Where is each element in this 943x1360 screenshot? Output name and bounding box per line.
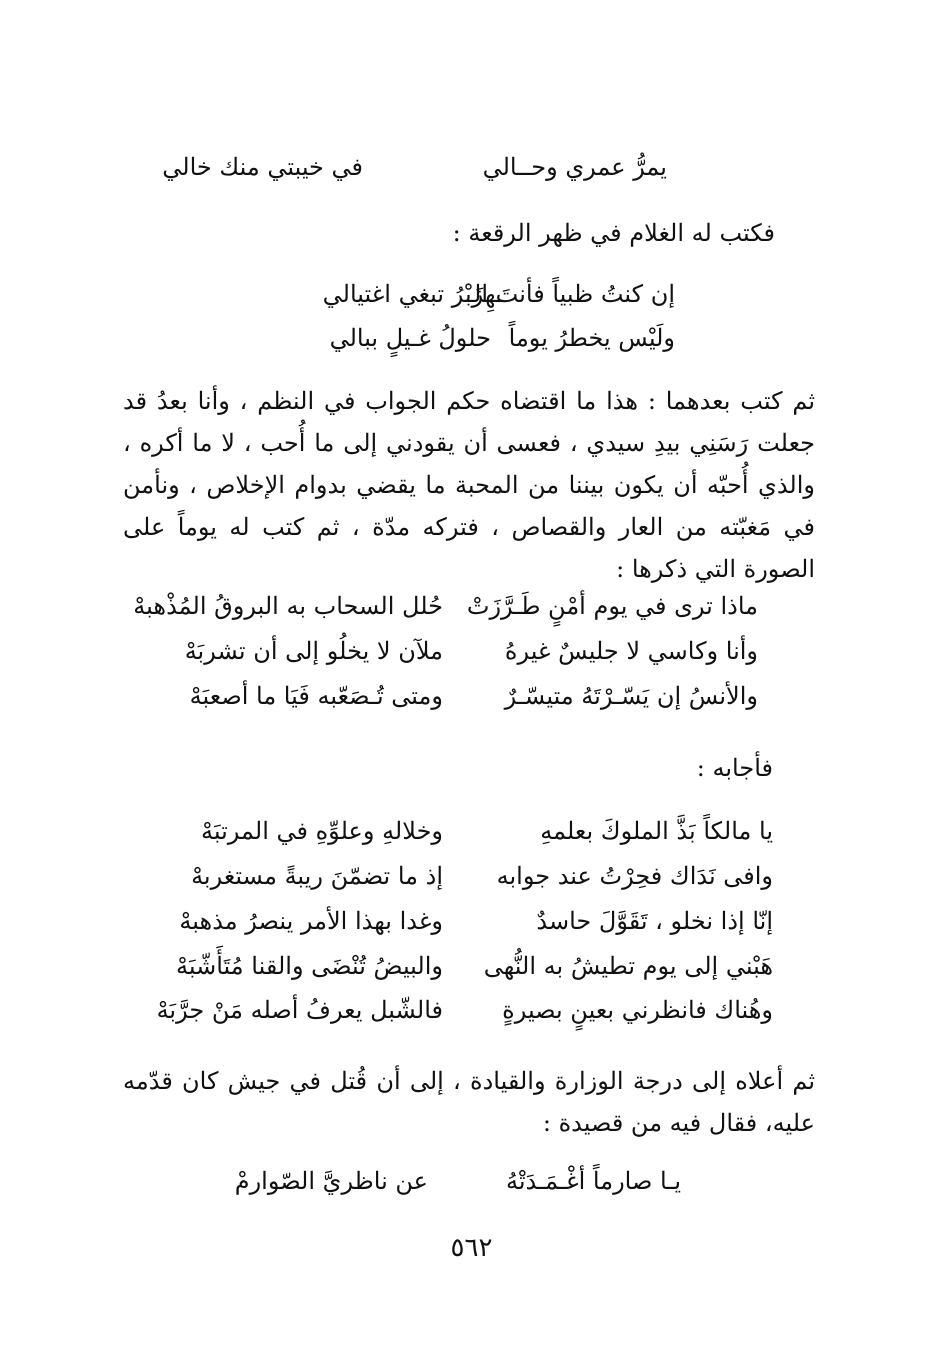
verse-hemistich-first: يا مالكاً بَذَّ الملوكَ بعلمهِ <box>540 817 773 845</box>
verse-hemistich-second: ومتى تُـصَعّبه فَيَا ما أصعبَهْ <box>189 682 443 710</box>
verse-hemistich-first: إنّا إذا نخلو ، تَقَوَّلَ حاسدٌ <box>536 907 773 935</box>
verse-hemistich-first: وهُناك فانظرني بعينٍ بصيرةٍ <box>502 996 773 1024</box>
verse-hemistich-second: في خيبتي منك خالي <box>162 153 363 181</box>
verse-hemistich-second: ـهِزَبْرُ تبغي اغتيالي <box>322 280 503 308</box>
verse-hemistich-second: وغدا بهذا الأمر ينصرُ مذهبهْ <box>179 907 443 935</box>
prose-paragraph: ثم كتب بعدهما : هذا ما اقتضاه حكم الجواب في النظم ، وأنا بعدُ قد جعلت رَسَنِي بيدِ سيدي ، فعسى أن يقودني إلى ما أُحب ، لا ما أكره ، والذي أُحبّه أن يكون بيننا من المحبة ما يقضي بدوام الإخلاص ، ونأمن في مَغبّته من العار والقصاص ، فتركه مدّة ، ثم كتب له يوماً على الصورة التي ذكرها : <box>123 387 815 583</box>
intro-line: فأجابه : <box>696 754 773 782</box>
verse-hemistich-first: إن كنتُ ظبياً فأنتَ الـ <box>467 280 675 308</box>
verse-hemistich-first: ولَيْس يخطرُ يوماً <box>508 324 675 352</box>
verse-hemistich-first: يمرُّ عمري وحــالي <box>482 153 667 181</box>
verse-hemistich-second: ملآن لا يخلُو إلى أن تشربَهْ <box>184 637 443 665</box>
verse-hemistich-second: إذ ما تضمّنَ ريبةً مستغربهْ <box>191 862 443 890</box>
verse-hemistich-second: عن ناظريَّ الصّوارمْ <box>234 1167 428 1195</box>
verse-hemistich-first: وأنا وكاسي لا جليسٌ غيرهُ <box>504 637 758 665</box>
prose-paragraph: ثم أعلاه إلى درجة الوزارة والقيادة ، إلى أن قُتل في جيش كان قدّمه عليه، فقال فيه من قصيدة : <box>123 1067 815 1137</box>
verse-hemistich-first: والأنسُ إن يَسّـرْتَهُ متيسّـرٌ <box>504 682 758 710</box>
verse-hemistich-second: وخلالهِ وعلوِّهِ في المرتبَهْ <box>200 817 443 845</box>
verse-hemistich-first: ماذا ترى في يوم أمْنٍ طَـرَّزَتْ <box>466 592 758 620</box>
intro-line: فكتب له الغلام في ظهر الرقعة : <box>452 219 775 247</box>
verse-hemistich-second: فالشّبل يعرفُ أصله مَنْ جرَّبَهْ <box>156 996 443 1024</box>
verse-hemistich-first: يـا صارماً أغْـمَـدَتْهُ <box>505 1167 681 1195</box>
page-number: ٥٦٢ <box>450 1233 493 1263</box>
verse-hemistich-second: حلولُ غـيلٍ ببالي <box>329 324 491 352</box>
verse-hemistich-first: هَبْني إلى يوم تطيشُ به النُّهى <box>483 952 773 980</box>
verse-hemistich-second: حُلل السحاب به البروقُ المُذْهبهْ <box>133 592 443 620</box>
verse-hemistich-second: والبيضُ تُنْضَى والقنا مُتَأَشّبَهْ <box>176 952 443 980</box>
verse-hemistich-first: وافى نَدَاك فحِرْتُ عند جوابه <box>496 862 773 890</box>
